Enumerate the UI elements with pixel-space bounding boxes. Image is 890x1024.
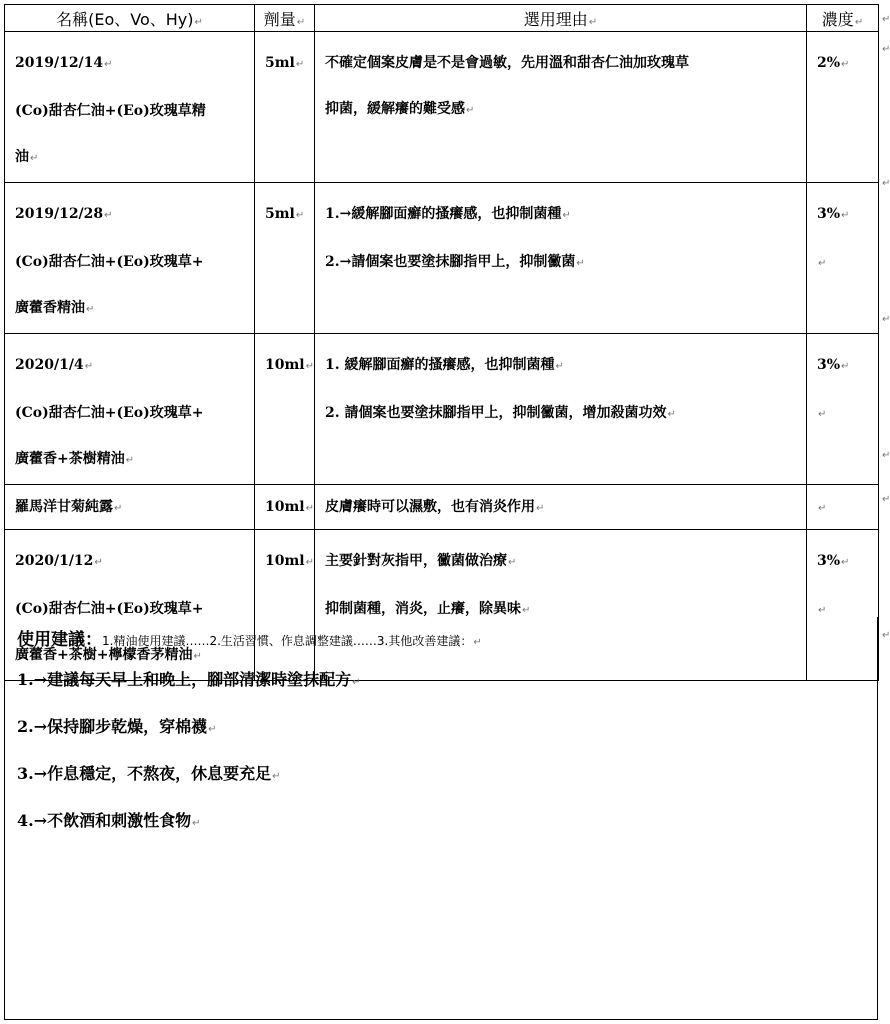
cell-dose: 5ml↵ (255, 183, 315, 334)
cell-dose: 10ml↵ (255, 485, 315, 530)
name-line: 羅馬洋甘菊純露↵ (15, 499, 123, 515)
header-name: 名稱(Eo、Vo、Hy)↵ (5, 5, 255, 32)
row-end-mark: ↵ (882, 450, 890, 461)
row-end-mark: ↵ (882, 314, 890, 325)
name-line: 油↵ (15, 149, 39, 165)
reason-line: 不確定個案皮膚是不是會過敏，先用溫和甜杏仁油加玫瑰草 (325, 55, 689, 71)
table-header-row (5, 5, 879, 32)
reason-line: 抑菌，緩解癢的難受感↵ (325, 101, 475, 117)
reason-line: 2.→請個案也要塗抹腳指甲上，抑制黴菌↵ (325, 254, 585, 270)
name-line: 廣藿香精油↵ (15, 300, 95, 316)
row-end-mark: ↵ (882, 494, 890, 505)
cell-name (5, 334, 255, 485)
advice-subtitle: 1.精油使用建議……2.生活習慣、作息調整建議……3.其他改善建議： (102, 634, 473, 648)
name-line: 廣藿香+茶樹精油↵ (15, 451, 135, 467)
cell-conc: 3%↵ ↵ (807, 530, 879, 681)
cell-conc: 3%↵ ↵ (807, 334, 879, 485)
table-row (5, 485, 879, 530)
advice-item: 3.→作息穩定，不熬夜，休息要充足↵ (17, 764, 281, 783)
name-line: 廣藿香+茶樹+檸檬香茅精油↵ (15, 647, 202, 663)
advice-title: 使用建議： (17, 630, 102, 650)
name-line: (Co)甜杏仁油+(Eo)玫瑰草+ (15, 405, 204, 421)
name-line: 2020/1/12↵ (15, 553, 103, 569)
cell-conc: 2%↵ (807, 32, 879, 183)
reason-line: 1. 緩解腳面癬的搔癢感，也抑制菌種↵ (325, 357, 564, 373)
reason-line: 皮膚癢時可以濕敷，也有消炎作用↵ (325, 499, 545, 515)
advice-heading: 使用建議：1.精油使用建議……2.生活習慣、作息調整建議……3.其他改善建議：↵ (17, 630, 482, 650)
advice-item: 1.→建議每天早上和晚上，腳部清潔時塗抹配方↵ (17, 670, 361, 689)
name-line: 2019/12/28↵ (15, 206, 113, 222)
cell-conc: 3%↵ ↵ (807, 183, 879, 334)
cell-dose: 10ml↵ (255, 334, 315, 485)
header-reason: 選用理由↵ (315, 5, 807, 32)
cell-reason (315, 485, 807, 530)
reason-line: 2. 請個案也要塗抹腳指甲上，抑制黴菌，增加殺菌功效↵ (325, 405, 676, 421)
row-end-mark: ↵ (882, 14, 890, 25)
reason-line: 1.→緩解腳面癬的搔癢感，也抑制菌種↵ (325, 206, 571, 222)
name-line: (Co)甜杏仁油+(Eo)玫瑰草+ (15, 254, 204, 270)
table-row (5, 334, 879, 485)
table-row (5, 32, 879, 183)
reason-line: 抑制菌種，消炎，止癢，除異味↵ (325, 601, 531, 617)
name-line: 2019/12/14↵ (15, 55, 113, 71)
reason-line: 主要針對灰指甲，黴菌做治療↵ (325, 553, 517, 569)
cell-reason (315, 32, 807, 183)
header-dose: 劑量↵ (255, 5, 315, 32)
cell-dose: 10ml↵ (255, 530, 315, 681)
advice-item: 2.→保持腳步乾燥，穿棉襪↵ (17, 717, 217, 736)
cell-name (5, 183, 255, 334)
usage-advice-section (4, 617, 878, 1020)
cell-reason (315, 183, 807, 334)
cell-name (5, 485, 255, 530)
cell-conc: ↵ (807, 485, 879, 530)
name-line: 2020/1/4↵ (15, 357, 94, 373)
name-line: (Co)甜杏仁油+(Eo)玫瑰草精 (15, 103, 206, 119)
name-line: (Co)甜杏仁油+(Eo)玫瑰草+ (15, 601, 204, 617)
row-end-mark: ↵ (882, 178, 890, 189)
cell-name (5, 32, 255, 183)
cell-reason (315, 334, 807, 485)
row-end-mark: ↵ (882, 44, 890, 55)
table-row (5, 183, 879, 334)
cell-dose: 5ml↵ (255, 32, 315, 183)
essential-oil-table (4, 4, 879, 681)
header-conc: 濃度↵ (807, 5, 879, 32)
row-end-mark: ↵ (882, 630, 890, 641)
advice-item: 4.→不飲酒和刺激性食物↵ (17, 811, 201, 830)
